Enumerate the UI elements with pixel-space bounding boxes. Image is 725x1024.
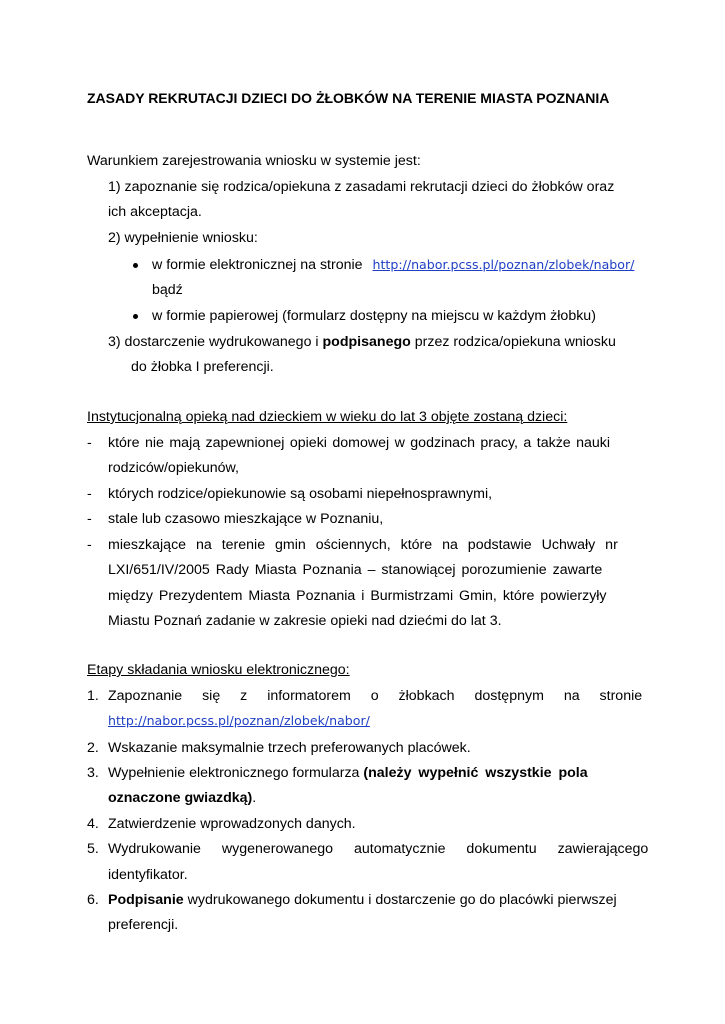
eligibility-item-4-cont: LXI/651/IV/2005 Rady Miasta Poznania – stanowiącej porozumienie zawarte bbox=[108, 562, 603, 578]
registration-bullet-1 bbox=[152, 256, 634, 274]
step-1-link-line bbox=[108, 712, 370, 730]
step-number: 1. bbox=[87, 688, 99, 704]
registration-item-3 bbox=[108, 333, 616, 351]
nabor-link[interactable]: http://nabor.pcss.pl/poznan/zlobek/nabor/ bbox=[372, 257, 635, 272]
step-5: Wydrukowanie wygenerowanego automatycznie dokumentu zawierającego bbox=[108, 841, 649, 857]
step-6 bbox=[108, 891, 617, 909]
eligibility-item-4: mieszkające na terenie gmin ościennych, które na podstawie Uchwały nr bbox=[108, 537, 618, 553]
eligibility-item-2: których rodzice/opiekunowie są osobami niepełnosprawnymi, bbox=[108, 486, 493, 502]
dash: - bbox=[87, 435, 92, 451]
step-6-cont: preferencji. bbox=[108, 917, 179, 933]
step-3-bold-cont: oznaczone gwiazdką) bbox=[108, 790, 253, 806]
eligibility-item-4-cont: Miastu Poznań zadanie w zakresie opieki nad dziećmi do lat 3. bbox=[108, 613, 502, 629]
registration-item-1-cont: ich akceptacja. bbox=[108, 204, 202, 220]
step-3-bold: (należy wypełnić wszystkie pola bbox=[363, 765, 588, 781]
step-number: 4. bbox=[87, 816, 99, 832]
step-6-text: wydrukowanego dokumentu i dostarczenie go do placówki pierwszej bbox=[183, 892, 617, 908]
registration-intro: Warunkiem zarejestrowania wniosku w systemie jest: bbox=[87, 153, 421, 169]
bullet-icon bbox=[133, 263, 138, 268]
bullet-icon bbox=[133, 314, 138, 319]
eligibility-item-1-text: które nie mają zapewnionej opieki domowej w godzinach pracy, a także nauki bbox=[108, 435, 611, 451]
registration-item-2: 2) wypełnienie wniosku: bbox=[108, 230, 258, 246]
eligibility-heading: Instytucjonalną opieką nad dzieckiem w wieku do lat 3 objęte zostaną dzieci: bbox=[87, 409, 568, 425]
step-1: Zapoznanie się z informatorem o żłobkach dostępnym na stronie bbox=[108, 688, 643, 704]
item-3-text: 3) dostarczenie wydrukowanego i bbox=[108, 334, 323, 350]
eligibility-item-3: stale lub czasowo mieszkające w Poznaniu, bbox=[108, 511, 384, 527]
dash: - bbox=[87, 537, 92, 553]
step-5-cont: identyfikator. bbox=[108, 867, 188, 883]
steps-heading: Etapy składania wniosku elektronicznego: bbox=[87, 662, 350, 678]
page-title: ZASADY REKRUTACJI DZIECI DO ŻŁOBKÓW NA TERENIE MIASTA POZNANIA bbox=[87, 90, 610, 106]
eligibility-item-4-cont: między Prezydentem Miasta Poznania i Burmistrzami Gmin, które powierzyły bbox=[108, 588, 607, 604]
step-number: 3. bbox=[87, 765, 99, 781]
step-number: 2. bbox=[87, 740, 99, 756]
registration-bullet-1-or: bądź bbox=[152, 282, 183, 298]
dash: - bbox=[87, 486, 92, 502]
eligibility-item-1-cont: rodziców/opiekunów, bbox=[108, 460, 239, 476]
registration-item-3-cont: do żłobka I preferencji. bbox=[131, 359, 274, 375]
bullet-1-text: w formie elektronicznej na stronie bbox=[152, 257, 363, 273]
informator-link[interactable]: http://nabor.pcss.pl/poznan/zlobek/nabor/ bbox=[108, 713, 370, 728]
item-3-bold: podpisanego bbox=[322, 334, 411, 350]
dash: - bbox=[87, 511, 92, 527]
step-3 bbox=[108, 764, 588, 782]
step-number: 5. bbox=[87, 841, 99, 857]
step-4: Zatwierdzenie wprowadzonych danych. bbox=[108, 816, 356, 832]
step-3-period: . bbox=[252, 790, 257, 806]
registration-item-1: 1) zapoznanie się rodzica/opiekuna z zasadami rekrutacji dzieci do żłobków oraz bbox=[108, 179, 615, 195]
step-3-text: Wypełnienie elektronicznego formularza bbox=[108, 765, 364, 781]
registration-bullet-2: w formie papierowej (formularz dostępny na miejscu w każdym żłobku) bbox=[152, 308, 596, 324]
step-3-cont bbox=[108, 789, 256, 807]
eligibility-item-1 bbox=[108, 434, 638, 452]
item-3-text-end: przez rodzica/opiekuna wniosku bbox=[410, 334, 616, 350]
step-number: 6. bbox=[87, 892, 99, 908]
step-6-bold: Podpisanie bbox=[108, 892, 184, 908]
step-2: Wskazanie maksymalnie trzech preferowanych placówek. bbox=[108, 740, 471, 756]
